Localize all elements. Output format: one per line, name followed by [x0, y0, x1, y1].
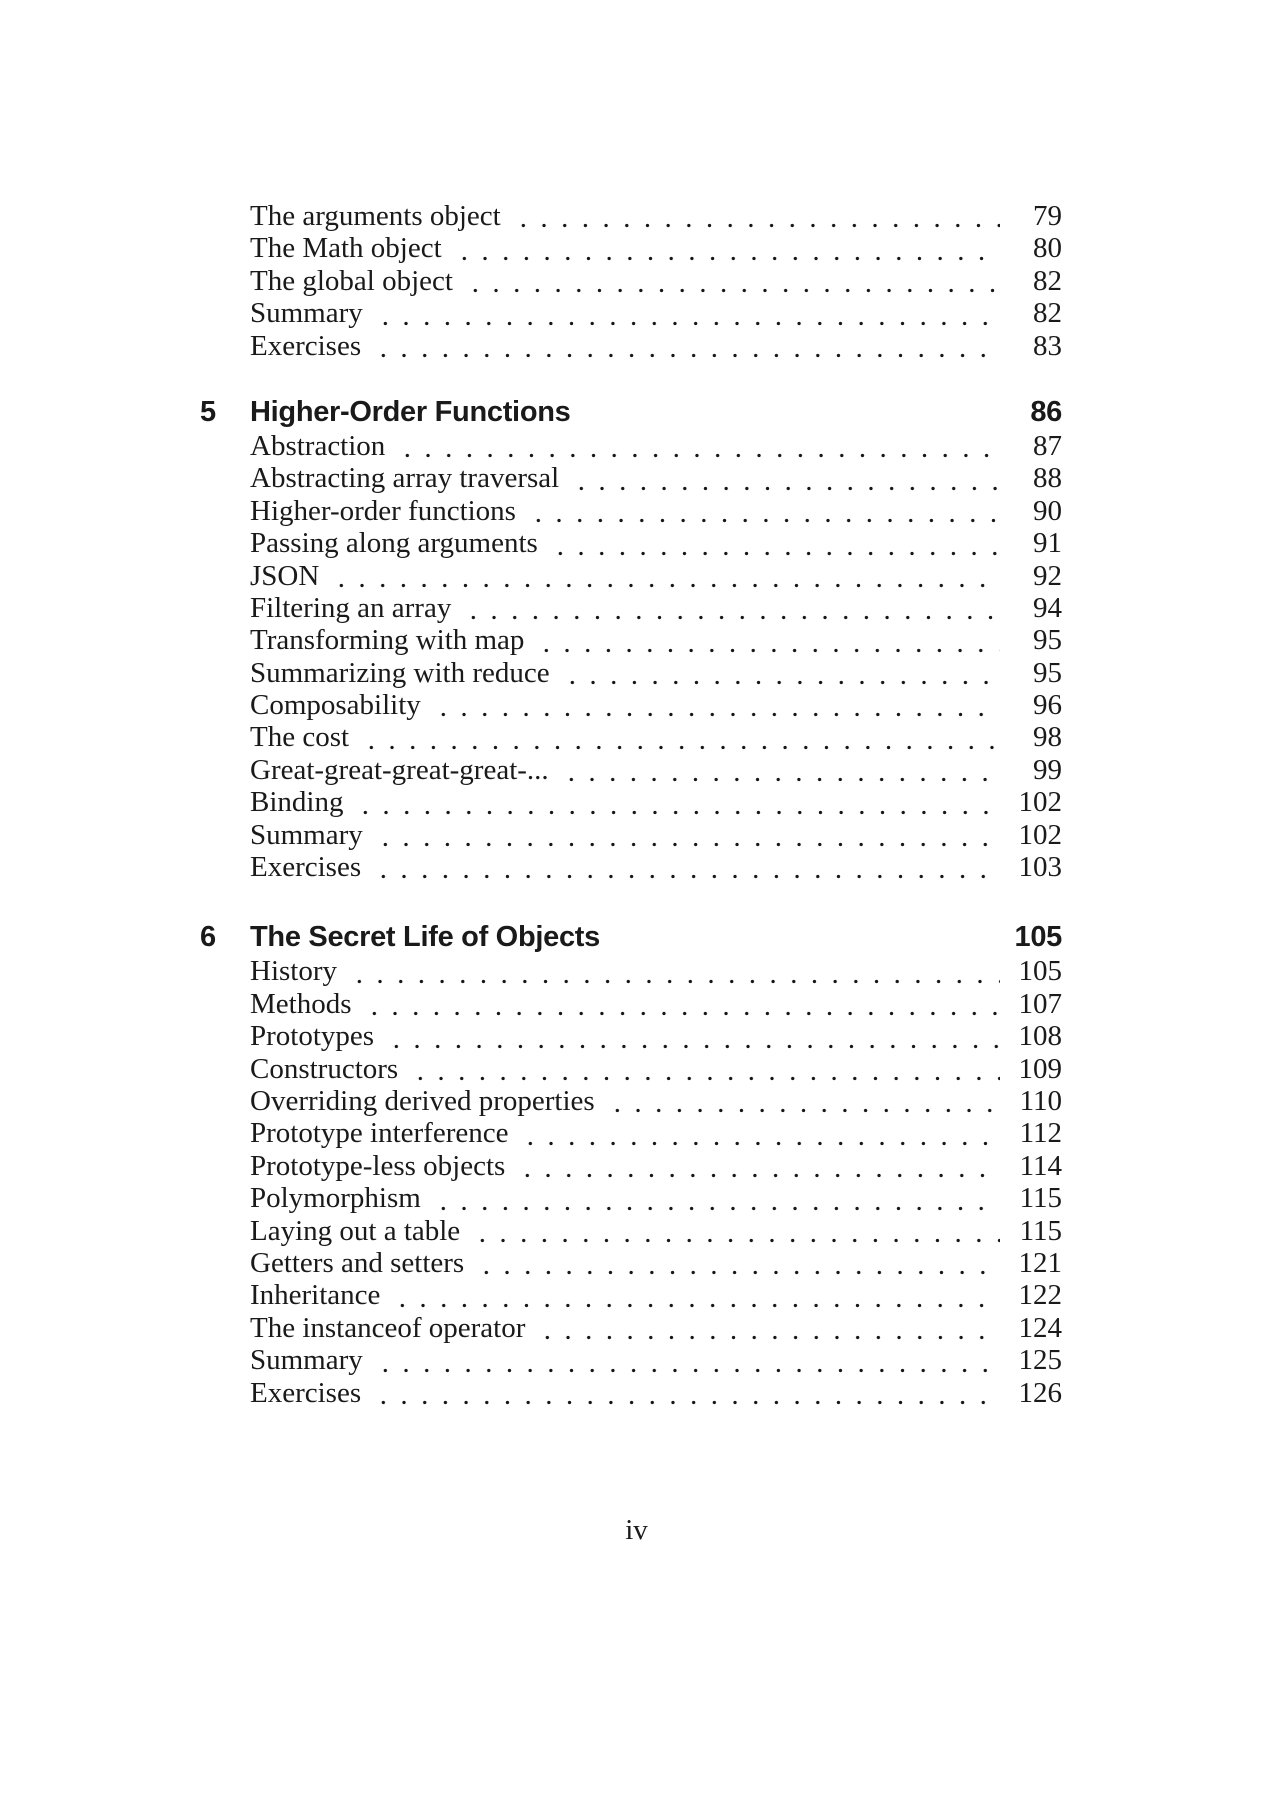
toc-entry[interactable] — [250, 1247, 1062, 1279]
toc-entry-page-number: 91 — [1033, 527, 1062, 560]
toc-entry-page-number: 125 — [1018, 1344, 1062, 1377]
toc-entry-title[interactable]: Prototype interference — [250, 1117, 509, 1150]
toc-entry[interactable] — [250, 1215, 1062, 1247]
toc-entry-page-number: 80 — [1033, 232, 1062, 265]
toc-entry-page-number: 121 — [1018, 1246, 1062, 1279]
toc-entry-page-number: 82 — [1033, 297, 1062, 330]
toc-entry[interactable] — [250, 754, 1062, 786]
dot-leader — [607, 1108, 1000, 1113]
toc-entry-title[interactable]: Overriding derived properties — [250, 1084, 595, 1117]
toc-entry[interactable] — [250, 1279, 1062, 1311]
toc-entry[interactable] — [250, 232, 1062, 264]
toc-entry-page-number: 98 — [1033, 721, 1062, 754]
dot-leader — [520, 1141, 1000, 1146]
toc-entry[interactable] — [250, 988, 1062, 1020]
dot-leader — [571, 486, 1000, 491]
toc-entry-title[interactable]: Exercises — [250, 1376, 362, 1409]
toc-entry-title[interactable]: The Math object — [250, 232, 442, 265]
toc-entry-title[interactable]: Composability — [250, 689, 421, 722]
toc-entry-page-number: 102 — [1018, 818, 1062, 851]
toc-entry[interactable] — [250, 1053, 1062, 1085]
toc-chapter-page-number: 105 — [1014, 921, 1062, 954]
dot-leader — [375, 321, 1000, 326]
toc-entry-page-number: 94 — [1033, 591, 1062, 624]
toc-entry-title[interactable]: The global object — [250, 264, 453, 297]
chapter-heading-spacer — [600, 919, 1015, 955]
toc-entry-page-number: 99 — [1033, 753, 1062, 786]
toc-entry[interactable] — [250, 462, 1062, 494]
toc-entry[interactable] — [250, 495, 1062, 527]
dot-leader — [355, 810, 1000, 815]
toc-chapter-number: 5 — [200, 395, 216, 428]
toc-entry-title[interactable]: Prototype-less objects — [250, 1149, 506, 1182]
toc-entry-page-number: 107 — [1018, 987, 1062, 1020]
toc-entry-title[interactable]: Summary — [250, 1344, 363, 1377]
toc-entry-page-number: 95 — [1033, 624, 1062, 657]
dot-leader — [536, 648, 1000, 653]
toc-chapter-block — [200, 919, 1062, 1409]
toc-entry-page-number: 112 — [1019, 1117, 1062, 1150]
toc-entry[interactable] — [250, 430, 1062, 462]
toc-entry-page-number: 110 — [1019, 1084, 1062, 1117]
dot-leader — [528, 518, 1000, 523]
dot-leader — [373, 874, 1000, 879]
toc-chapter-number: 6 — [200, 921, 216, 954]
toc-entry-title[interactable]: Inheritance — [250, 1279, 381, 1312]
dot-leader — [386, 1044, 1000, 1049]
toc-entry-title[interactable]: The arguments object — [250, 200, 501, 232]
dot-leader — [463, 615, 1000, 620]
toc-entry-page-number: 124 — [1018, 1311, 1062, 1344]
toc-entry[interactable] — [250, 624, 1062, 656]
toc-entry[interactable] — [250, 955, 1062, 987]
toc-entry-title[interactable]: The cost — [250, 721, 350, 754]
toc-chapter-heading[interactable] — [200, 394, 1062, 430]
toc-entry-title[interactable]: Summary — [250, 818, 363, 851]
toc-entry[interactable] — [250, 1182, 1062, 1214]
toc-entry-title[interactable]: Exercises — [250, 851, 362, 884]
toc-entry[interactable] — [250, 689, 1062, 721]
toc-entry[interactable] — [250, 1344, 1062, 1376]
toc-entry-title[interactable]: Higher-order functions — [250, 494, 516, 527]
dot-leader — [397, 453, 1000, 458]
dot-leader — [433, 712, 1000, 717]
toc-entry-title[interactable]: Laying out a table — [250, 1214, 461, 1247]
toc-entry[interactable] — [250, 786, 1062, 818]
dot-leader — [465, 288, 1000, 293]
dot-leader — [550, 551, 1000, 556]
dot-leader — [472, 1238, 1000, 1243]
toc-entry-page-number: 87 — [1033, 429, 1062, 462]
toc-entry[interactable] — [250, 592, 1062, 624]
toc-entry-title[interactable]: Abstraction — [250, 429, 386, 462]
toc-entry-page-number: 102 — [1018, 786, 1062, 819]
toc-entry[interactable] — [250, 1312, 1062, 1344]
toc-entry-title[interactable]: JSON — [250, 559, 320, 592]
toc-entry[interactable] — [250, 1150, 1062, 1182]
dot-leader — [373, 353, 1000, 358]
toc-entry-page-number: 90 — [1033, 494, 1062, 527]
toc-leading-entries — [250, 200, 1062, 362]
dot-leader — [375, 842, 1000, 847]
dot-leader — [454, 256, 1000, 261]
toc-entry-page-number: 115 — [1019, 1214, 1062, 1247]
toc-entry[interactable] — [250, 527, 1062, 559]
toc-entry[interactable] — [250, 1377, 1062, 1409]
dot-leader — [517, 1173, 1000, 1178]
toc-chapter-title[interactable]: Higher-Order Functions — [250, 395, 571, 428]
toc-entry[interactable] — [250, 265, 1062, 297]
toc-entry-page-number: 109 — [1018, 1052, 1062, 1085]
dot-leader — [537, 1335, 1000, 1340]
chapter-heading-spacer — [570, 394, 1030, 430]
page-footer — [0, 1514, 1273, 1546]
dot-leader — [561, 777, 1000, 782]
toc-chapter-page-number: 86 — [1030, 395, 1062, 428]
toc-entry-title[interactable]: Exercises — [250, 329, 362, 362]
toc-entry-title[interactable]: Great-great-great-great-... — [250, 753, 549, 786]
toc-entry[interactable] — [250, 1117, 1062, 1149]
folio-page-number: iv — [625, 1514, 648, 1546]
toc-entry-title[interactable]: Passing along arguments — [250, 527, 538, 560]
toc-entry-title[interactable]: Methods — [250, 987, 352, 1020]
toc-entry-title[interactable]: Transforming with map — [250, 624, 525, 657]
toc-entry[interactable] — [250, 1020, 1062, 1052]
dot-leader — [373, 1400, 1000, 1405]
toc-entry-title[interactable]: Polymorphism — [250, 1182, 421, 1215]
toc-entry[interactable] — [250, 200, 1062, 232]
toc-entry-title[interactable]: Binding — [250, 786, 344, 819]
toc-entry-page-number: 122 — [1018, 1279, 1062, 1312]
toc-chapter-heading[interactable] — [200, 919, 1062, 955]
toc-entry-page-number: 83 — [1033, 329, 1062, 362]
toc-entry-title[interactable]: Abstracting array traversal — [250, 462, 560, 495]
toc-entry-page-number: 95 — [1033, 656, 1062, 689]
dot-leader — [410, 1076, 1000, 1081]
dot-leader — [392, 1303, 1000, 1308]
toc-entry-title[interactable]: Getters and setters — [250, 1246, 465, 1279]
toc-entry-page-number: 108 — [1018, 1020, 1062, 1053]
toc-entry-title[interactable]: Summarizing with reduce — [250, 656, 550, 689]
toc-entry-page-number: 79 — [1033, 200, 1062, 232]
table-of-contents — [200, 200, 1062, 1409]
toc-entry-page-number: 82 — [1033, 264, 1062, 297]
toc-chapter-block — [200, 394, 1062, 884]
toc-entry-title[interactable]: The instanceof operator — [250, 1311, 526, 1344]
toc-entry[interactable] — [250, 721, 1062, 753]
toc-entry-title[interactable]: Filtering an array — [250, 591, 452, 624]
dot-leader — [562, 680, 1000, 685]
toc-entry-page-number: 115 — [1019, 1182, 1062, 1215]
toc-entry-page-number: 126 — [1018, 1376, 1062, 1409]
toc-entry[interactable] — [250, 657, 1062, 689]
toc-entry-page-number: 88 — [1033, 462, 1062, 495]
toc-entry[interactable] — [250, 1085, 1062, 1117]
toc-entry-title[interactable]: History — [250, 955, 337, 988]
toc-entry[interactable] — [250, 851, 1062, 883]
toc-entry-page-number: 114 — [1019, 1149, 1062, 1182]
dot-leader — [513, 223, 1000, 228]
toc-entry[interactable] — [250, 819, 1062, 851]
toc-chapter-title[interactable]: The Secret Life of Objects — [250, 921, 600, 954]
toc-entry[interactable] — [250, 560, 1062, 592]
dot-leader — [375, 1368, 1000, 1373]
toc-entry[interactable] — [250, 330, 1062, 362]
dot-leader — [361, 745, 1000, 750]
dot-leader — [433, 1206, 1000, 1211]
toc-entry[interactable] — [250, 297, 1062, 329]
toc-entry-page-number: 105 — [1018, 955, 1062, 988]
dot-leader — [331, 583, 1000, 588]
toc-entry-title[interactable]: Constructors — [250, 1052, 399, 1085]
dot-leader — [364, 1011, 1001, 1016]
dot-leader — [476, 1270, 1000, 1275]
toc-entry-title[interactable]: Summary — [250, 297, 363, 330]
dot-leader — [349, 979, 1000, 984]
toc-entry-page-number: 96 — [1033, 689, 1062, 722]
toc-entry-page-number: 103 — [1018, 851, 1062, 884]
toc-entry-title[interactable]: Prototypes — [250, 1020, 375, 1053]
toc-entry-page-number: 92 — [1033, 559, 1062, 592]
